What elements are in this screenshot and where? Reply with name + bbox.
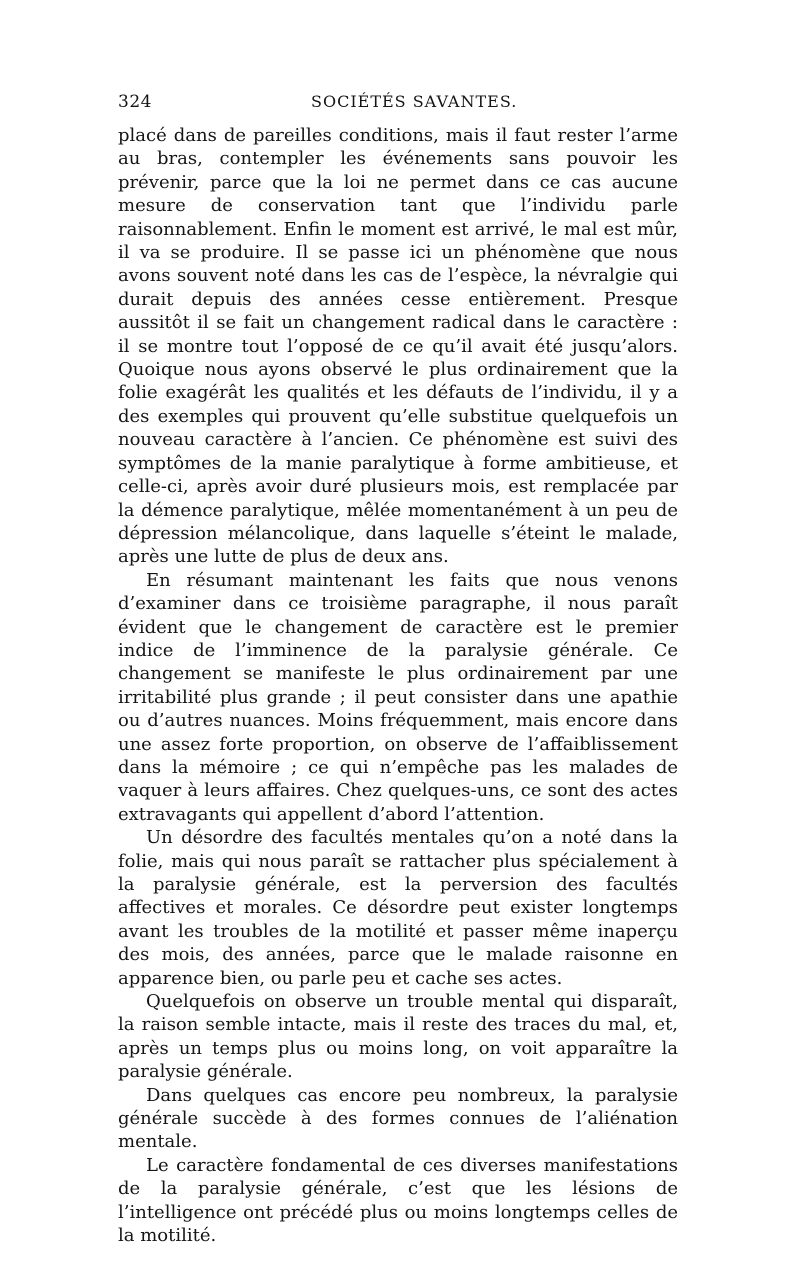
- paragraph-transient-disorder: Quelquefois on observe un trouble mental qui disparaît, la raison semble intacte, mais il reste des traces du mal, et, après un temps plus ou moins long, on voit apparaître la paralysie générale.: [118, 991, 678, 1083]
- paragraph-conclusion: Le caractère fondamental de ces diverses manifestations de la paralysie générale, c’est que les lésions de l’intelligence ont précédé plus ou moins longtemps celles de la motilité.: [118, 1154, 678, 1247]
- page-number: 324: [118, 92, 152, 112]
- paragraph-succession: Dans quelques cas encore peu nombreux, la paralysie générale succède à des formes connues de l’aliénation mentale.: [118, 1084, 678, 1153]
- paragraph-continuation: placé dans de pareilles conditions, mais il faut rester l’arme au bras, contempler les événements sans pouvoir les prévenir, parce que la loi ne permet dans ce cas aucune mesure de conservation tant que l’individu parle raisonnablement. Enfin le moment est arrivé, le mal est mûr, il va se produire. Il se passe ici un phénomène que nous avons souvent noté dans les cas de l’espèce, la névralgie qui durait depuis des années cesse entièrement. Presque aussitôt il se fait un changement radical dans le caractère : il se montre tout l’opposé de ce qu’il avait été jusqu’alors. Quoique nous ayons observé le plus ordinairement que la folie exagérât les qualités et les défauts de l’individu, il y a des exemples qui prouvent qu’elle substitue quelquefois un nouveau caractère à l’ancien. Ce phénomène est suivi des symptômes de la manie paralytique à forme ambitieuse, et celle-ci, après avoir duré plusieurs mois, est remplacée par la démence paralytique, mêlée momentanément à un peu de dépression mélancolique, dans laquelle s’éteint le malade, après une lutte de plus de deux ans.: [118, 125, 678, 568]
- running-title: SOCIÉTÉS SAVANTES.: [311, 92, 518, 111]
- running-head: [118, 92, 678, 116]
- body-text: [118, 124, 678, 1248]
- paragraph-summary: En résumant maintenant les faits que nous venons d’examiner dans ce troisième paragraphe, il nous paraît évident que le changement de caractère est le premier indice de l’imminence de la paralysie générale. Ce changement se manifeste le plus ordinairement par une irritabilité plus grande ; il peut consister dans une apathie ou d’autres nuances. Moins fréquemment, mais encore dans une assez forte proportion, on observe de l’affaiblissement dans la mémoire ; ce qui n’empêche pas les malades de vaquer à leurs affaires. Chez quelques-uns, ce sont des actes extravagants qui appellent d’abord l’attention.: [118, 569, 678, 825]
- paragraph-moral-perversion: Un désordre des facultés mentales qu’on a noté dans la folie, mais qui nous paraît se rattacher plus spécialement à la paralysie générale, est la perversion des facultés affectives et morales. Ce désordre peut exister longtemps avant les troubles de la motilité et passer même inaperçu des mois, des années, parce que le malade raisonne en apparence bien, ou parle peu et cache ses actes.: [118, 827, 678, 989]
